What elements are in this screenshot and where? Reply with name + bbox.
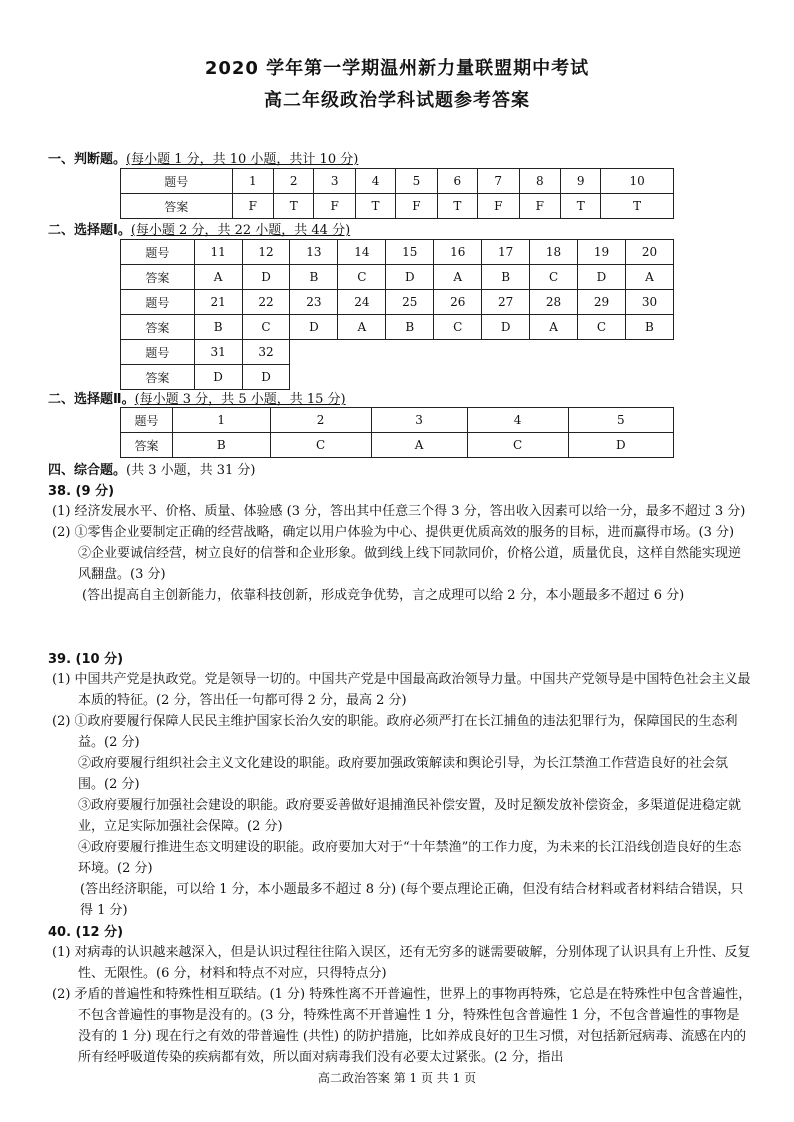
table-row: [121, 365, 674, 390]
q39-p1: (1) 中国共产党是执政党。党是领导一切的。中国共产党是中国最高政治领导力量。中国共产党领导是中国特色社会主义最本质的特征。(2 分，答出任一句都可得 2 分，最高 2 分): [52, 672, 751, 708]
section3-table: [120, 407, 674, 458]
q-number: 14: [338, 240, 386, 265]
answer-cell: D: [290, 315, 338, 340]
row-label: 答案: [121, 194, 233, 219]
row-label: 题号: [121, 240, 195, 265]
q-number: 22: [242, 290, 290, 315]
section1-note: (每小题 1 分，共 10 小题，共计 10 分): [126, 152, 359, 167]
q39-p4: ③政府要履行加强社会建设的职能。政府要妥善做好退捕渔民补偿安置，及时足额发放补偿资金，多渠道促进稳定就业，立足实际加强社会保障。(2 分): [78, 798, 742, 834]
q38-p1: (1) 经济发展水平、价格、质量、体验感 (3 分，答出其中任意三个得 3 分，答出收入因素可以给一分，最多不超过 3 分): [52, 504, 746, 519]
section3-heading: 二、选择题Ⅱ。: [48, 392, 135, 407]
q-number: 29: [578, 290, 626, 315]
q-number: 28: [530, 290, 578, 315]
q39-p6: (答出经济职能，可以给 1 分，本小题最多不超过 8 分) (每个要点理论正确，但没有结合材料或者材料结合错误，只得 1 分): [80, 882, 744, 918]
table-row: [121, 290, 674, 315]
q40-p1: (1) 对病毒的认识越来越深入，但是认识过程往往陷入误区，还有无穷多的谜需要破解，分别体现了认识具有上升性、反复性、无限性。(6 分，材料和特点不对应，只得特点分): [52, 945, 751, 981]
doc-title-line1: 2020 学年第一学期温州新力量联盟期中考试: [204, 58, 590, 79]
q-number: 32: [242, 340, 290, 365]
q-number: 13: [290, 240, 338, 265]
answer-cell: C: [434, 315, 482, 340]
answer-cell: D: [578, 265, 626, 290]
q40-body: [52, 942, 752, 1068]
section1-table: [120, 168, 674, 219]
q-number: 5: [568, 408, 673, 433]
section2-heading: 二、选择题Ⅰ。: [48, 223, 131, 238]
table-row: [121, 169, 674, 194]
section2-table: [120, 239, 674, 390]
answer-cell: B: [386, 315, 434, 340]
table-row: [121, 194, 674, 219]
q-number: 3: [314, 169, 356, 194]
q-number: 1: [173, 408, 271, 433]
q-number: 25: [386, 290, 434, 315]
q39-heading: 39. (10 分): [48, 652, 124, 667]
answer-cell: B: [625, 315, 673, 340]
q-number: 17: [482, 240, 530, 265]
answer-cell: C: [270, 433, 371, 458]
q-number: 23: [290, 290, 338, 315]
q-number: 24: [338, 290, 386, 315]
answer-cell: B: [290, 265, 338, 290]
q-number: 18: [530, 240, 578, 265]
answer-cell: A: [194, 265, 242, 290]
q-number: 15: [386, 240, 434, 265]
page-footer: 高二政治答案 第 1 页 共 1 页: [317, 1071, 477, 1085]
q38-heading: 38. (9 分): [48, 484, 115, 499]
q-number: 19: [578, 240, 626, 265]
row-label: 答案: [121, 365, 195, 390]
answer-cell: F: [314, 194, 356, 219]
answer-cell: C: [578, 315, 626, 340]
table-row: [121, 240, 674, 265]
answer-cell: C: [338, 265, 386, 290]
q-number: 6: [437, 169, 477, 194]
answer-cell: B: [482, 265, 530, 290]
table-row: [121, 265, 674, 290]
answer-cell: A: [625, 265, 673, 290]
row-label: 题号: [121, 340, 195, 365]
table-row: [121, 408, 674, 433]
answer-cell: T: [561, 194, 601, 219]
q40-heading: 40. (12 分): [48, 925, 124, 940]
answer-cell: A: [371, 433, 467, 458]
answer-cell: D: [568, 433, 673, 458]
q-number: 20: [625, 240, 673, 265]
answer-cell: C: [467, 433, 568, 458]
q-number: 10: [601, 169, 674, 194]
q-number: 21: [194, 290, 242, 315]
section4-header: [48, 459, 256, 478]
q38-part1: [52, 501, 752, 606]
section1-header: [48, 148, 358, 167]
row-label: 答案: [121, 265, 195, 290]
q-number: 7: [477, 169, 519, 194]
answer-cell: F: [519, 194, 561, 219]
answer-cell: D: [242, 365, 290, 390]
table-row: [121, 340, 674, 365]
answer-cell: T: [355, 194, 395, 219]
q-number: 12: [242, 240, 290, 265]
q39-p5: ④政府要履行推进生态文明建设的职能。政府要加大对于“十年禁渔”的工作力度，为未来的长江沿线创造良好的生态环境。(2 分): [78, 840, 742, 876]
answer-cell: D: [194, 365, 242, 390]
answer-cell: A: [434, 265, 482, 290]
q39-body: [52, 669, 752, 921]
section1-heading: 一、判断题。: [48, 152, 127, 167]
answer-cell: F: [477, 194, 519, 219]
empty-cell: [290, 365, 674, 390]
section3-header: [48, 388, 346, 407]
q-number: 4: [355, 169, 395, 194]
q38-p2: (2) ①零售企业要制定正确的经营战略，确定以用户体验为中心、提供更优质高效的服务的目标，进而赢得市场。(3 分): [52, 525, 735, 540]
section2-header: [48, 219, 350, 238]
q-number: 2: [274, 169, 314, 194]
answer-cell: F: [232, 194, 274, 219]
q-number: 4: [467, 408, 568, 433]
section3-note: (每小题 3 分，共 5 小题，共 15 分): [134, 392, 346, 407]
answer-cell: T: [274, 194, 314, 219]
answer-cell: B: [194, 315, 242, 340]
empty-cell: [290, 340, 674, 365]
answer-cell: B: [173, 433, 271, 458]
q-number: 30: [625, 290, 673, 315]
section2-note: (每小题 2 分，共 22 小题，共 44 分): [130, 223, 351, 238]
section4-note: (共 3 小题，共 31 分): [126, 463, 256, 478]
section4-heading: 四、综合题。: [48, 463, 127, 478]
q-number: 1: [232, 169, 274, 194]
answer-cell: A: [338, 315, 386, 340]
q39-p2: (2) ①政府要履行保障人民民主维护国家长治久安的职能。政府必须严打在长江捕鱼的违法犯罪行为，保障国民的生态利益。(2 分): [52, 714, 738, 750]
q38-p4: (答出提高自主创新能力，依靠科技创新，形成竞争优势，言之成理可以给 2 分，本小题最多不超过 6 分): [82, 588, 685, 603]
q-number: 27: [482, 290, 530, 315]
q39-p3: ②政府要履行组织社会主义文化建设的职能。政府要加强政策解读和舆论引导，为长江禁渔工作营造良好的社会氛围。(2 分): [78, 756, 729, 792]
q-number: 8: [519, 169, 561, 194]
q-number: 5: [396, 169, 438, 194]
answer-cell: D: [242, 265, 290, 290]
table-row: [121, 433, 674, 458]
row-label: 题号: [121, 169, 233, 194]
q-number: 16: [434, 240, 482, 265]
row-label: 题号: [121, 290, 195, 315]
q-number: 3: [371, 408, 467, 433]
answer-cell: T: [437, 194, 477, 219]
row-label: 题号: [121, 408, 173, 433]
q40-p2: (2) 矛盾的普遍性和特殊性相互联结。(1 分) 特殊性离不开普遍性，世界上的事物再特殊，它总是在特殊性中包含普遍性，不包含普遍性的事物是没有的。(3 分，特殊性离不开普遍性 1 分，特殊性包含普遍性 1 分，不包含普遍性的事物是没有的 1 分) 现在行之有效的带普遍性 (共性) 的防护措施，比如养成良好的卫生习惯，对包括新冠病毒、流感在内的所有经呼吸道传染的疾病都有效，所以面对病毒我们没有必要太过紧张。(2 分，指出: [52, 987, 752, 1065]
answer-cell: F: [396, 194, 438, 219]
answer-cell: T: [601, 194, 674, 219]
answer-cell: C: [242, 315, 290, 340]
answer-cell: A: [530, 315, 578, 340]
q-number: 31: [194, 340, 242, 365]
answer-cell: D: [386, 265, 434, 290]
row-label: 答案: [121, 315, 195, 340]
q-number: 9: [561, 169, 601, 194]
row-label: 答案: [121, 433, 173, 458]
q-number: 26: [434, 290, 482, 315]
answer-cell: D: [482, 315, 530, 340]
answer-cell: C: [530, 265, 578, 290]
doc-title-line2: 高二年级政治学科试题参考答案: [264, 90, 530, 111]
table-row: [121, 315, 674, 340]
q-number: 2: [270, 408, 371, 433]
q38-p3: ②企业要诚信经营，树立良好的信誉和企业形象。做到线上线下同款同价，价格公道，质量优良，这样自然能实现逆风翻盘。(3 分): [78, 546, 742, 582]
q-number: 11: [194, 240, 242, 265]
